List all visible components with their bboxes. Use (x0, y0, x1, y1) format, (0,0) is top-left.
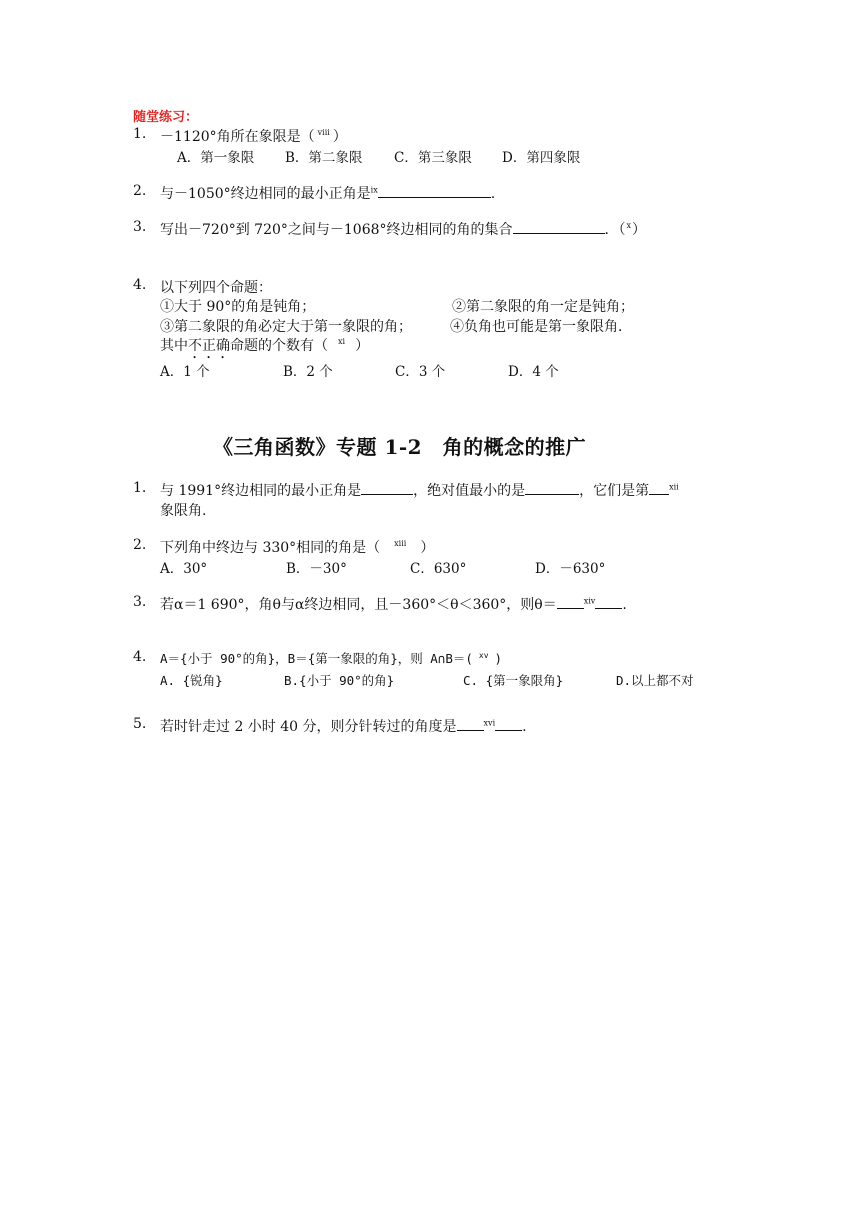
answer-blank (495, 718, 522, 731)
question-text: －1120°角所在象限是（ $^{viii}$ ） (160, 128, 347, 145)
endnote-ref: xiv (583, 596, 596, 606)
question-text: 与 1991°终边相同的最小正角是 ，绝对值最小的是 ，它们是第 $^{xii}$ (160, 482, 679, 499)
question-number: 2. (133, 537, 147, 553)
question-text: 下列角中终边与 330°相同的角是（ $^{xiii}$ ） (160, 539, 435, 556)
proposition-4: ④负角也可能是第一象限角． (450, 319, 632, 335)
endnote-ref: xiii (394, 539, 407, 549)
option-b: B．－30° (286, 561, 347, 577)
section-title: 《三角函数》专题 1-2 角的概念的推广 (213, 435, 587, 459)
question-number: 3. (133, 219, 147, 235)
answer-blank (378, 185, 491, 198)
question-number: 3. (133, 594, 147, 610)
endnote-ref: ix (370, 185, 378, 195)
answer-blank (513, 221, 605, 234)
question-number: 2. (133, 183, 147, 199)
option-c: C．3 个 (395, 364, 446, 380)
proposition-3: ③第二象限的角必定大于第一象限的角； (160, 319, 412, 335)
option-d: D．第四象限 (502, 150, 581, 166)
emphasis-text: 不正确 (188, 338, 230, 354)
question-text-continued: 象限角. (160, 503, 207, 519)
question-number: 5. (133, 716, 147, 732)
endnote-ref: viii (317, 128, 330, 138)
option-a: A．1 个 (160, 364, 210, 380)
question-text: A＝{小于 90°的角}，B＝{第一象限的角}，则 A∩B＝( $^{xv}$ ) (160, 650, 503, 666)
answer-blank (595, 596, 622, 609)
endnote-ref: xi (338, 337, 346, 347)
question-text: 写出－720°到 720°之间与－1068°终边相同的角的集合 ．（$^x$） (160, 221, 647, 238)
question-number: 4. (133, 277, 147, 293)
question-number: 1. (133, 480, 147, 496)
endnote-ref: xvi (483, 718, 496, 728)
option-b: B．第二象限 (285, 150, 363, 166)
option-b: B.{小于 90°的角} (284, 673, 395, 688)
practice-heading: 随堂练习： (133, 110, 199, 125)
answer-blank (557, 596, 584, 609)
endnote-ref: x (626, 221, 632, 231)
option-d: D．－630° (535, 561, 606, 577)
question-number: 1. (133, 126, 147, 142)
option-c: C. {第一象限角} (463, 673, 564, 688)
answer-blank (525, 482, 579, 495)
option-c: C．第三象限 (394, 150, 472, 166)
option-c: C．630° (410, 561, 467, 577)
question-number: 4. (133, 649, 147, 665)
option-a: A．第一象限 (177, 150, 255, 166)
endnote-ref: xv (478, 650, 489, 660)
option-d: D.以上都不对 (616, 673, 694, 688)
answer-blank (649, 482, 669, 495)
answer-blank (457, 718, 484, 731)
question-ask: 其中不正确命题的个数有（ $^{xi}$ ） (160, 337, 370, 354)
question-text: 若α＝1 690°，角θ与α终边相同，且－360°＜θ＜360°，则θ＝ $^{xiv}$ . (160, 596, 627, 613)
answer-blank (361, 482, 413, 495)
option-a: A．30° (160, 561, 208, 577)
question-text: 若时针走过 2 小时 40 分，则分针转过的角度是 $^{xvi}$ . (160, 718, 527, 735)
option-b: B．2 个 (283, 364, 333, 380)
question-text: 以下列四个命题： (160, 280, 272, 296)
proposition-2: ②第二象限的角一定是钝角； (452, 299, 634, 315)
proposition-1: ①大于 90°的角是钝角； (160, 299, 316, 315)
option-d: D．4 个 (508, 364, 559, 380)
endnote-ref: xii (669, 482, 679, 492)
option-a: A. {锐角} (160, 673, 223, 688)
question-text: 与－1050°终边相同的最小正角是$^{ix}$ . (160, 185, 496, 202)
